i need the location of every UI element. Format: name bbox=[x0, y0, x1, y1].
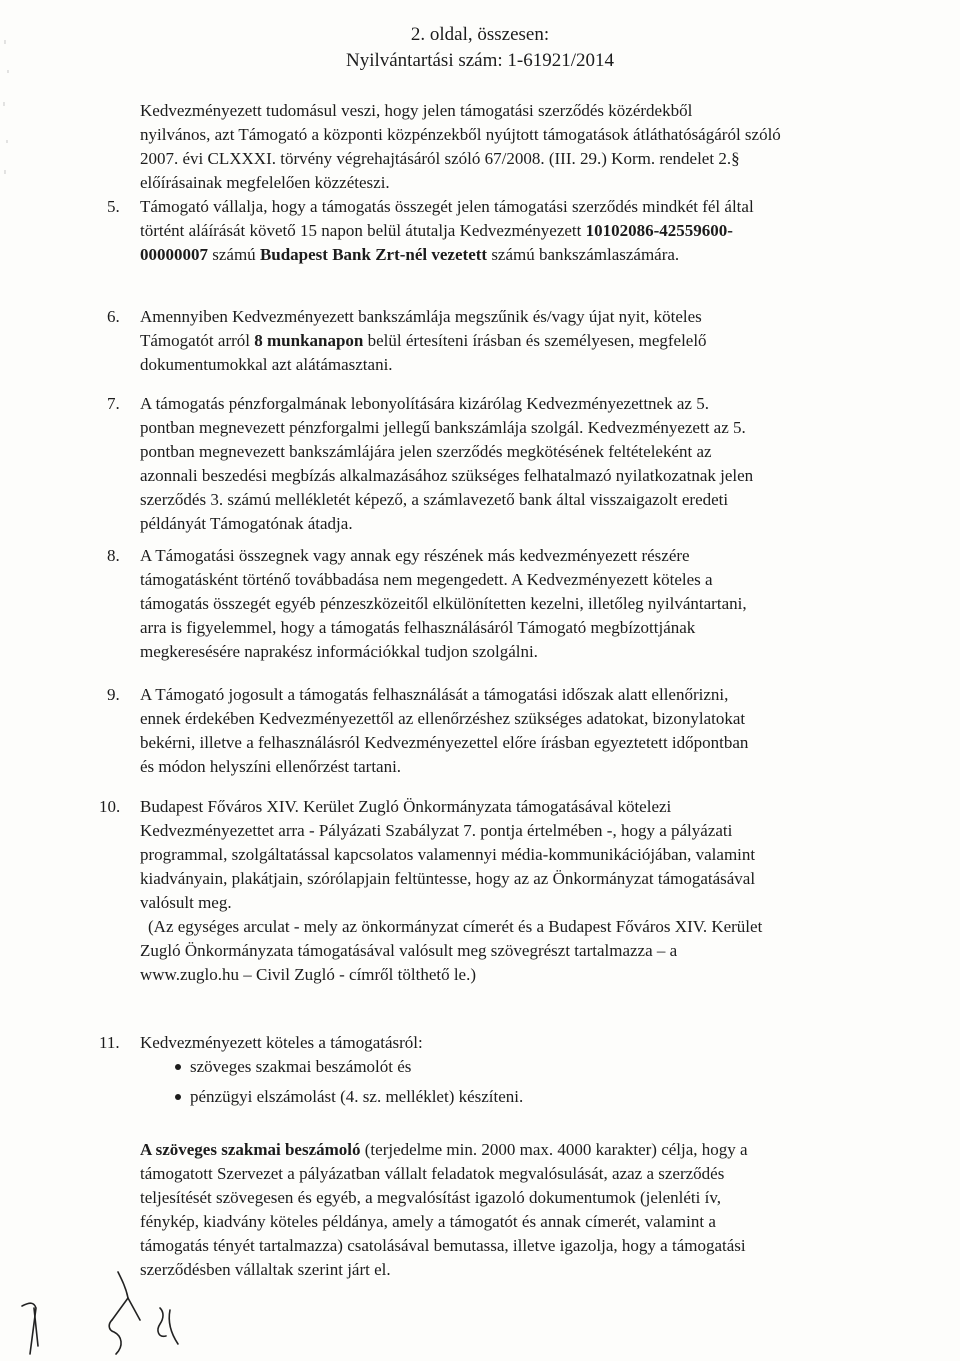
clause-note-line: (Az egységes arculat - mely az önkormányzat címerét és a Budapest Főváros XIV. Kerület bbox=[148, 917, 763, 936]
clause-line: programmal, szolgáltatással kapcsolatos valamennyi média-kommunikációjában, valamint bbox=[140, 845, 756, 864]
clause-line: Budapest Főváros XIV. Kerület Zugló Önkormányzata támogatásával kötelezi bbox=[140, 797, 672, 816]
clause-note-line: Zugló Önkormányzata támogatásával valósult meg szövegrészt tartalmazza – a bbox=[140, 941, 678, 960]
clause-line: A Támogató jogosult a támogatás felhasználását a támogatási időszak alatt ellenőrizni, bbox=[140, 685, 729, 704]
clause-line: bekérni, illetve a felhasználásról Kedvezményezettel előre írásban egyeztetett időpontban bbox=[140, 733, 749, 752]
clause-number: 8. bbox=[107, 546, 120, 565]
clause-number: 7. bbox=[107, 394, 120, 413]
clause-text: számú bbox=[208, 245, 260, 264]
bank-name: Budapest Bank Zrt-nél vezetett bbox=[259, 245, 488, 264]
page-number: 2. oldal, összesen: bbox=[410, 24, 550, 45]
clause-line: kiadványain, plakátjain, szórólapjain feltüntesse, hogy az az Önkormányzat támogatásával bbox=[140, 869, 756, 888]
clause-number: 5. bbox=[107, 197, 120, 216]
bank-account-number-end: 00000007 bbox=[140, 245, 208, 264]
clause-note-line: www.zuglo.hu – Civil Zugló - címről tölthető le.) bbox=[140, 965, 477, 984]
report-line: teljesítését szövegesen és egyéb, a megvalósítást igazoló dokumentumok (jelenléti ív, bbox=[140, 1188, 721, 1207]
clause-11 bbox=[99, 1031, 820, 1055]
report-line: szerződésben vállaltak szerint járt el. bbox=[140, 1260, 391, 1279]
clause-line: megkeresésére naprakész információkkal tudjon szolgálni. bbox=[140, 642, 538, 661]
report-line: támogatott Szervezet a pályázatban vállalt feladatok megvalósulását, azaz a szerződés bbox=[140, 1164, 725, 1183]
clause-line: dokumentumokkal azt alátámasztani. bbox=[140, 355, 393, 374]
clause-7 bbox=[107, 392, 820, 536]
clause-line: támogatásként történő továbbadása nem megengedett. A Kedvezményezett köteles a bbox=[140, 570, 713, 589]
intro-line: előírásainak megfelelően közzéteszi. bbox=[140, 173, 390, 192]
report-line: fénykép, kiadvány köteles példánya, amely a támogatót és annak címerét, valamint a bbox=[140, 1212, 716, 1231]
clause-line: azonnali beszedési megbízás alkalmazásához szükséges felhatalmazó nyilatkozatnak jelen bbox=[140, 466, 754, 485]
registration-number: Nyilvántartási szám: 1-61921/2014 bbox=[345, 50, 615, 71]
clause-text: számú bankszámlaszámára. bbox=[487, 245, 680, 264]
clause-line: A támogatás pénzforgalmának lebonyolítására kizárólag Kedvezményezettnek az 5. bbox=[140, 394, 709, 413]
clause-line: Amennyiben Kedvezményezett bankszámlája megszűnik és/vagy újat nyit, köteles bbox=[140, 307, 702, 326]
clause-10 bbox=[99, 795, 820, 987]
scan-edge-marks bbox=[2, 30, 14, 190]
report-lead: A szöveges szakmai beszámoló bbox=[140, 1140, 361, 1159]
clause-line: és módon helyszíni ellenőrzést tartani. bbox=[140, 757, 402, 776]
clause-number: 10. bbox=[99, 797, 121, 816]
clause-number: 9. bbox=[107, 685, 120, 704]
clause-line bbox=[140, 329, 820, 353]
clause-number: 6. bbox=[107, 307, 120, 326]
intro-line: nyilvános, azt Támogató a központi közpénzekből nyújtott támogatások átláthatóságáról szóló bbox=[140, 125, 781, 144]
clause-text: belül értesíteni írásban és személyesen, megfelelő bbox=[363, 331, 707, 350]
clause-line: példányát Támogatónak átadja. bbox=[140, 514, 353, 533]
clause-6 bbox=[107, 305, 820, 377]
report-line: támogatás tényét tartalmazza) csatolásával bemutassa, illetve igazolja, hogy a támogatási bbox=[140, 1236, 746, 1255]
clause-line: A Támogatási összegnek vagy annak egy részének más kedvezményezett részére bbox=[140, 546, 690, 565]
clause-line: pontban megnevezett pénzforgalmi jellegű bankszámlája szolgál. Kedvezményezett az 5. bbox=[140, 418, 746, 437]
clause-line: valósult meg. bbox=[140, 893, 232, 912]
list-item: pénzügyi elszámolást (4. sz. melléklet) készíteni. bbox=[190, 1085, 523, 1109]
clause-number: 11. bbox=[99, 1033, 120, 1052]
intro-line: 2007. évi CLXXXI. törvény végrehajtásáról szóló 67/2008. (III. 29.) Korm. rendelet 2.§ bbox=[140, 149, 740, 168]
intro-paragraph bbox=[140, 99, 820, 195]
report-paragraph bbox=[140, 1138, 820, 1282]
clause-line bbox=[140, 243, 820, 267]
list-item: szöveges szakmai beszámolót és bbox=[190, 1055, 523, 1079]
clause-line: Támogató vállalja, hogy a támogatás összegét jelen támogatási szerződés mindkét fél által bbox=[140, 197, 754, 216]
signature-initials-icon bbox=[0, 1250, 240, 1361]
clause-5 bbox=[107, 195, 820, 267]
clause-9 bbox=[107, 683, 820, 779]
clause-line: ennek érdekében Kedvezményezettől az ellenőrzéshez szükséges adatokat, bizonylatokat bbox=[140, 709, 746, 728]
clause-line: pontban megnevezett bankszámlájára jelen szerződés megkötésének feltételeként az bbox=[140, 442, 712, 461]
clause-line: arra is figyelemmel, hogy a támogatás felhasználásáról Támogató megbízottjának bbox=[140, 618, 696, 637]
bank-account-number: 10102086-42559600- bbox=[585, 221, 733, 240]
deliverables-list bbox=[190, 1055, 523, 1115]
clause-line: Kedvezményezett köteles a támogatásról: bbox=[140, 1033, 423, 1052]
report-line bbox=[140, 1138, 820, 1162]
page-header bbox=[0, 22, 960, 74]
deadline-days: 8 munkanapon bbox=[254, 331, 364, 350]
intro-line: Kedvezményezett tudomásul veszi, hogy jelen támogatási szerződés közérdekből bbox=[140, 101, 693, 120]
clause-line bbox=[140, 219, 820, 243]
clause-line: támogatás összegét egyéb pénzeszközeitől elkülönítetten kezelni, illetőleg nyilvántartani, bbox=[140, 594, 747, 613]
clause-line: Kedvezményezettet arra - Pályázati Szabályzat 7. pontja értelmében -, hogy a pályázati bbox=[140, 821, 733, 840]
clause-text: Támogatót arról bbox=[140, 331, 255, 350]
clause-line: szerződés 3. számú mellékletét képező, a számlavezető bank által visszaigazolt eredeti bbox=[140, 490, 729, 509]
clause-text: történt aláírását követő 15 napon belül átutalja Kedvezményezett bbox=[140, 221, 586, 240]
report-text: (terjedelme min. 2000 max. 4000 karakter) célja, hogy a bbox=[360, 1140, 748, 1159]
clause-8 bbox=[107, 544, 820, 664]
